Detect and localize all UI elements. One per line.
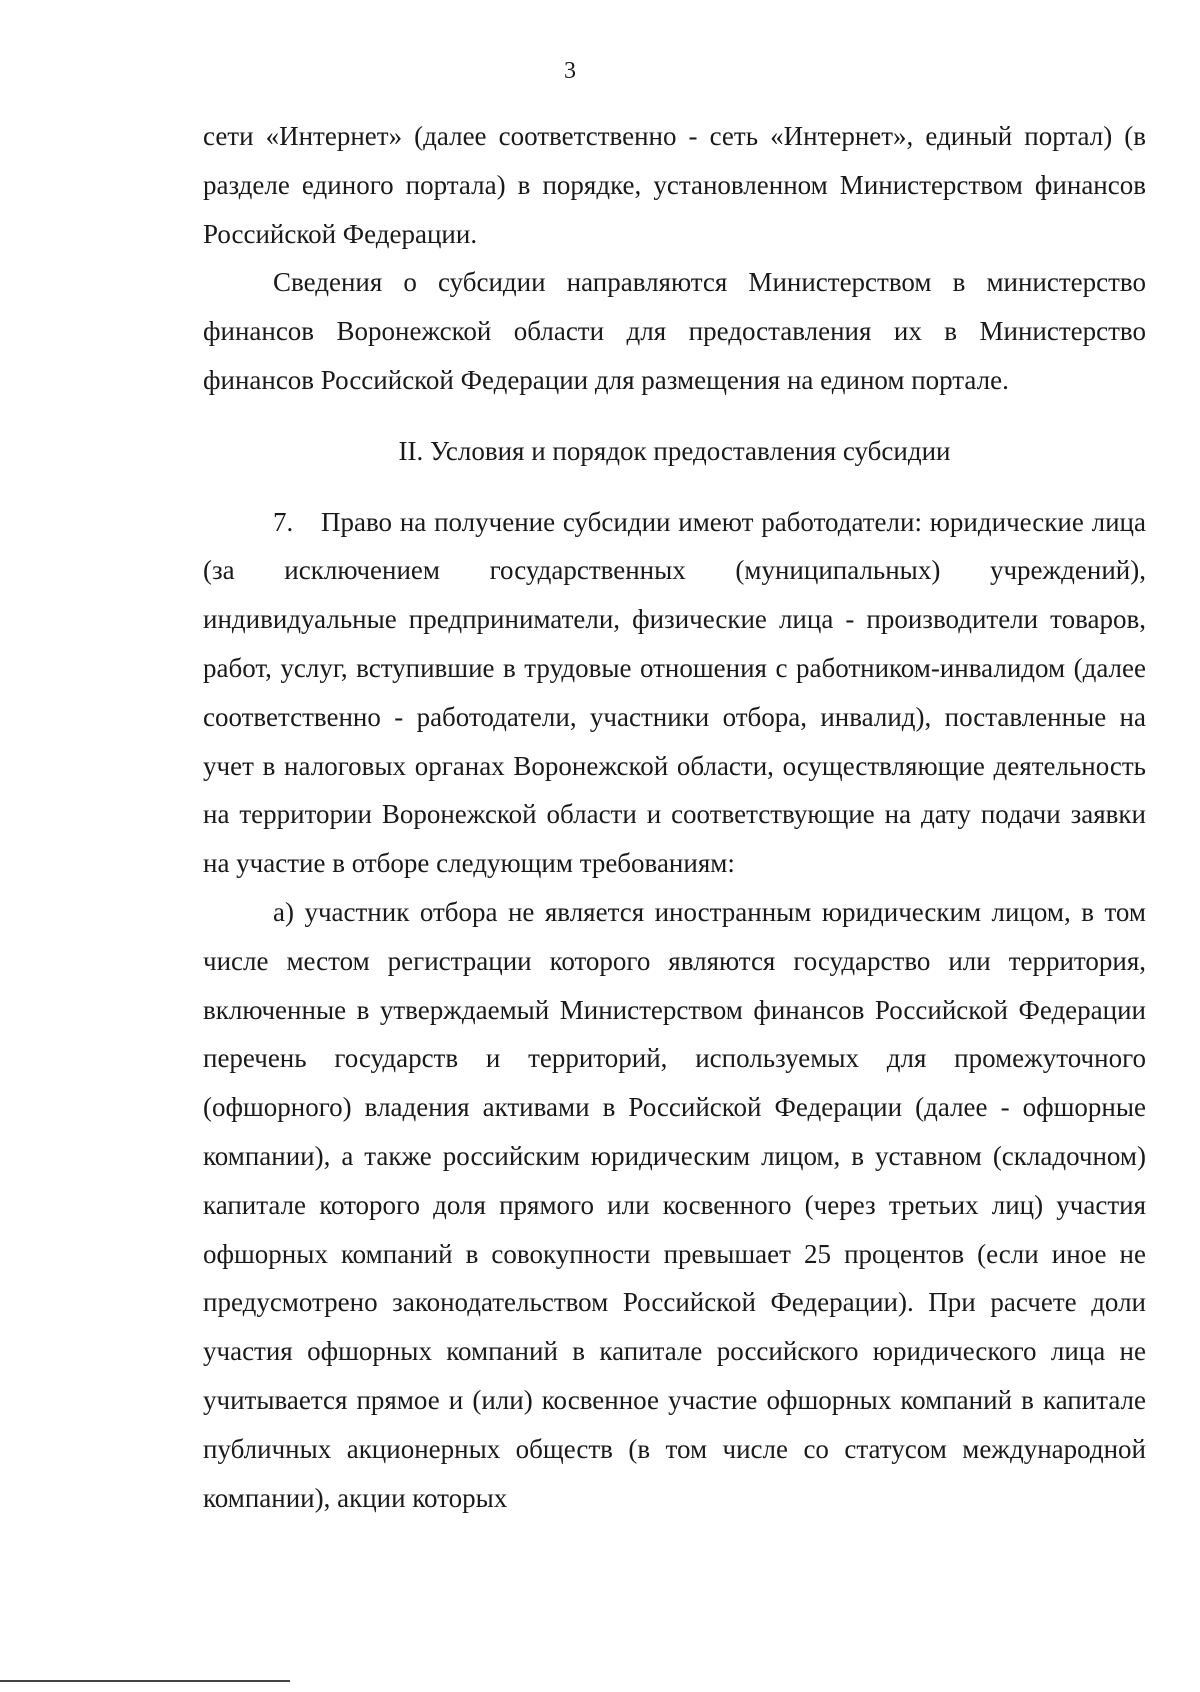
- document-body: [203, 112, 1146, 1522]
- page-number: 3: [564, 58, 576, 84]
- paragraph-7: [203, 498, 1146, 888]
- paragraph-continuation: сети «Интернет» (далее соответственно - сеть «Интернет», единый портал) (в разделе единого портала) в порядке, установленном Министерством финансов Российской Федерации.: [203, 121, 1146, 249]
- paragraph-a: а) участник отбора не является иностранным юридическим лицом, в том числе местом регистрации которого являются государство или территория, включенные в утверждаемый Министерством финансов Российской Федерации перечень государств и территорий, используемых для промежуточного (офшорного) владения активами в Российской Федерации (далее - офшорные компании), а также российским юридическим лицом, в уставном (складочном) капитале которого доля прямого или косвенного (через третьих лиц) участия офшорных компаний в совокупности превышает 25 процентов (если иное не предусмотрено законодательством Российской Федерации). При расчете доли участия офшорных компаний в капитале российского юридического лица не учитывается прямое и (или) косвенное участие офшорных компаний в капитале публичных акционерных обществ (в том числе со статусом международной компании), акции которых: [203, 896, 1146, 1513]
- section-heading: II. Условия и порядок предоставления субсидии: [398, 435, 951, 466]
- paragraph-7-text: Право на получение субсидии имеют работодатели: юридические лица (за исключением государственных (муниципальных) учреждений), индивидуальные предприниматели, физические лица - производители товаров, работ, услуг, вступившие в трудовые отношения с работником-инвалидом (далее соответственно - работодатели, участники отбора, инвалид), поставленные на учет в налоговых органах Воронежской области, осуществляющие деятельность на территории Воронежской области и соответствующие на дату подачи заявки на участие в отборе следующим требованиям:: [203, 506, 1146, 879]
- paragraph-subsidy-info: Сведения о субсидии направляются Министерством в министерство финансов Воронежской области для предоставления их в Министерство финансов Российской Федерации для размещения на едином портале.: [203, 267, 1146, 395]
- footer-rule: [0, 1680, 290, 1682]
- paragraph-7-number: 7.: [273, 506, 294, 537]
